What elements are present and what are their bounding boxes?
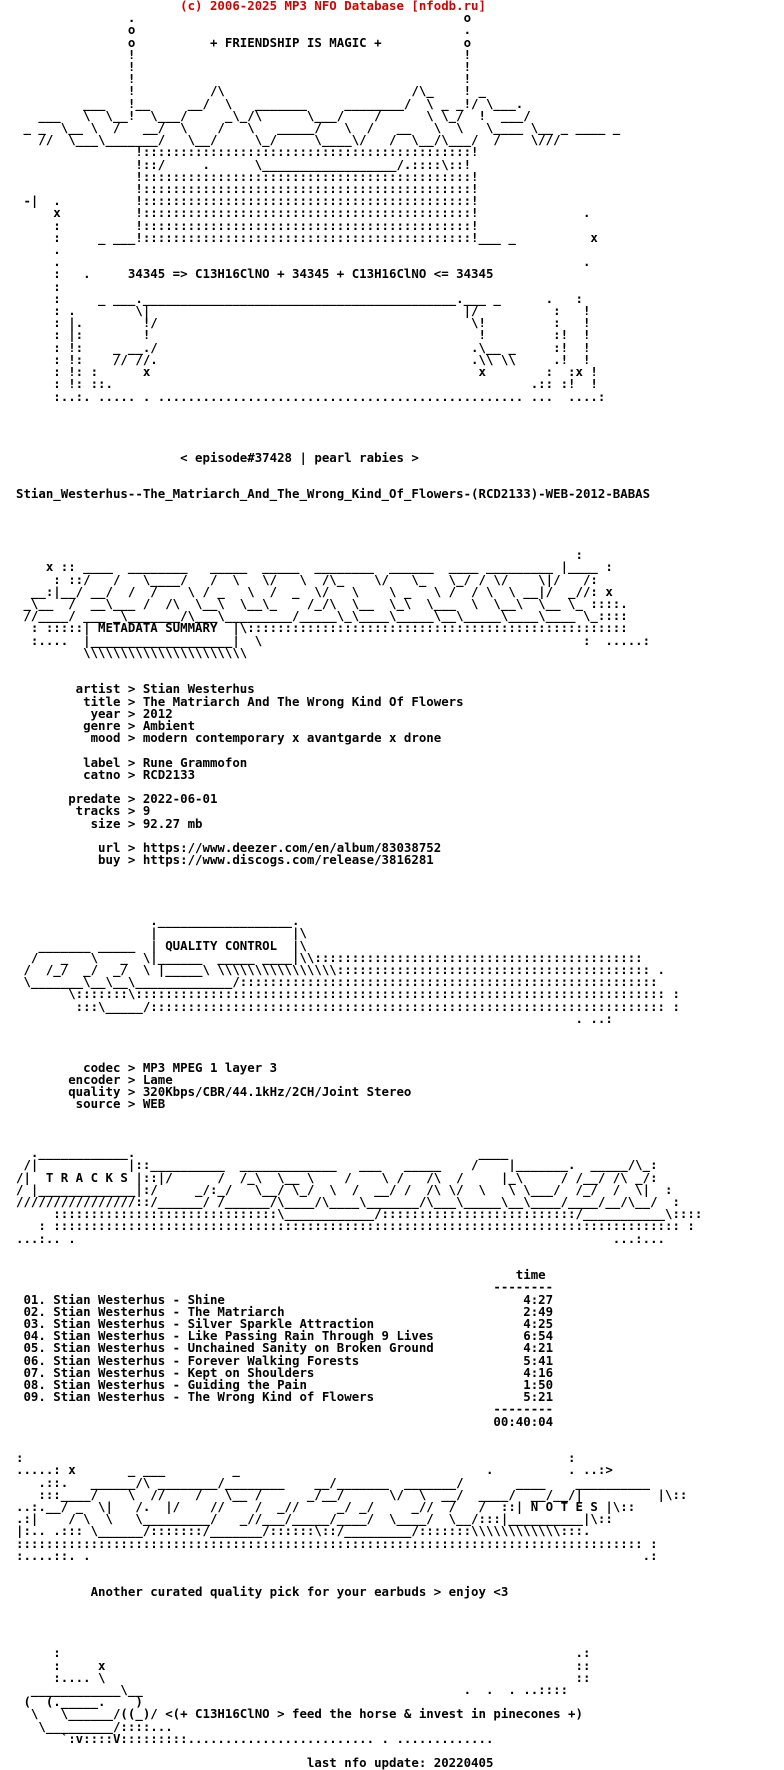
nfo-line: //____/ ___ _\_______/\___\_________/_____\_\____\_____\__\_____\____\____ \_::::	[16, 608, 628, 624]
nfo-line: !::::::::::::::::::::::::::::::::::::::::::::!	[16, 144, 479, 160]
nfo-line: : !: : x x : :x !	[16, 364, 598, 380]
nfo-line: !::/ . \__________________/.::::\::!	[16, 156, 472, 172]
nfo-line: / /_/ _/ _/ \ |_____\ \\\\\\\\\\\\\\\\:::::::::::::::::::::::::::::::::::::::::: .	[16, 962, 666, 978]
nfo-line: time	[16, 1267, 546, 1283]
nfo-line: buy > https://www.discogs.com/release/3816281	[16, 852, 434, 868]
nfo-line: : !: ::. .:: :! !	[16, 376, 598, 392]
nfo-line: o .	[16, 22, 472, 38]
nfo-line: :.... |___________________| \ : .....:	[16, 632, 651, 648]
nfo-line: Another curated quality pick for your earbuds > enjoy <3	[16, 1584, 509, 1600]
nfo-line: :::::::::::::::::::::::::::::::::::::::::::::::::::::::::::::::::::::::::::::::::::: :	[16, 1535, 658, 1551]
nfo-line: quality > 320Kbps/CBR/44.1kHz/2CH/Joint Stereo	[16, 1084, 412, 1100]
nfo-line: : :::::| METADATA SUMMARY |\:::::::::::::::::::::::::::::::::::::::::::::::::::	[16, 620, 628, 636]
nfo-line: 04. Stian Westerhus - Like Passing Rain Through 9 Lives 6:54	[16, 1328, 554, 1344]
nfo-line: :::____/ \ // / \__ / _/__/ \/ \ __/ ____/ __/__/| |\::	[16, 1486, 688, 1502]
nfo-line: year > 2012	[16, 705, 173, 721]
nfo-line: ! /\ /\_ ! _	[16, 83, 486, 99]
nfo-line: | |\	[16, 925, 307, 941]
nfo-line: catno > RCD2133	[16, 766, 196, 782]
nfo-line: : .:	[16, 1645, 591, 1661]
nfo-line: : . 34345 => C13H16ClNO + 34345 + C13H16ClNO <= 34345	[16, 266, 494, 282]
nfo-line: : !::::::::::::::::::::::::::::::::::::::::::::!	[16, 217, 479, 233]
nfo-line: \:::::::\::::::::::::::::::::::::::::::::::::::::::::::::::::::::::::::::::::::: :	[16, 986, 680, 1002]
nfo-line: --------	[16, 1279, 554, 1295]
nfo-line: \ \______/((_)/ <(+ C13H16ClNO > feed the horse & invest in pinecones +)	[16, 1706, 583, 1722]
nfo-line: : _ ___!::::::::::::::::::::::::::::::::::::::::::::!___ _ x	[16, 229, 598, 245]
nfo-line: x !::::::::::::::::::::::::::::::::::::::::::::! .	[16, 205, 591, 221]
nfo-line: _______ _____ | QUALITY CONTROL |\	[16, 937, 307, 953]
nfo-line: 03. Stian Westerhus - Silver Sparkle Attraction 4:25	[16, 1315, 554, 1331]
nfo-line: o + FRIENDSHIP IS MAGIC + o	[16, 34, 472, 50]
nfo-line: 08. Stian Westerhus - Guiding the Pain 1:50	[16, 1376, 554, 1392]
nfo-line: : !: _ __./ .\__ _ :! !	[16, 339, 591, 355]
nfo-line: 09. Stian Westerhus - The Wrong Kind of Flowers 5:21	[16, 1389, 554, 1405]
nfo-line: ::::::::::::::::::::::::::::::\____________/::::::::::::::::::::::::::/___________\::::	[16, 1206, 703, 1222]
nfo-line: :.... \ ::	[16, 1669, 591, 1685]
nfo-line: ( (._____. )	[16, 1694, 143, 1710]
nfo-line: : :::::::::::::::::::::::::::::::::::::::::::::::::::::::::::::::::::::::::::::::::::: :	[16, 1218, 695, 1234]
nfo-line: : |. !/ \! : !	[16, 315, 591, 331]
nfo-line: :....::. . .:	[16, 1547, 658, 1563]
nfo-line: : ::/ / \____/ / \ \/ \ /\_ \/ \_ \_/ / \/ \|/ /:	[16, 571, 598, 587]
nfo-line: :	[16, 547, 583, 563]
nfo-line: ...:.. . ...:...	[16, 1230, 666, 1246]
nfo-line: 05. Stian Westerhus - Unchained Sanity on Broken Ground 4:21	[16, 1340, 554, 1356]
nfo-line: size > 92.27 mb	[16, 815, 203, 831]
nfo-line: _ _ \__ \ / __/ \ / \ _____/ \ / __ \ \ \____ \__ _ ____ _	[16, 120, 621, 136]
nfo-line: 00:40:04	[16, 1413, 554, 1429]
nfo-line: -| . !::::::::::::::::::::::::::::::::::::::::::::!	[16, 193, 479, 209]
nfo-line: : !: // //. .\\ \\ .! !	[16, 351, 591, 367]
nfo-line: :	[16, 278, 61, 294]
nfo-line: .	[16, 242, 61, 258]
nfo-line: \_______\__\__\_____________/::::::::::::::::::::::::::::::::::::::::::::::::::::::::	[16, 974, 658, 990]
nfo-line: __:|__/ __/ / / \ / _ \ / _ \/ \ \ _ \ / / \ \ __|/ _//: x	[16, 583, 613, 599]
nfo-line: mood > modern contemporary x avantgarde x drone	[16, 730, 442, 746]
nfo-line: !::::::::::::::::::::::::::::::::::::::::::::!	[16, 168, 479, 184]
nfo-header-line: (c) 2006-2025 MP3 NFO Database [nfodb.ru]	[16, 0, 486, 13]
nfo-line: x :: ____ ________ _____ _____ ________ ______ ____ _________ |____ :	[16, 559, 613, 575]
nfo-line: . o	[16, 10, 472, 26]
nfo-line: last nfo update: 20220405	[16, 1755, 494, 1770]
nfo-line: \_________/::::...	[16, 1718, 173, 1734]
nfo-line: title > The Matriarch And The Wrong Kind Of Flowers	[16, 693, 464, 709]
nfo-line: codec > MP3 MPEG 1 layer 3	[16, 1059, 278, 1075]
nfo-line: Stian_Westerhus--The_Matriarch_And_The_Wrong_Kind_Of_Flowers-(RCD2133)-WEB-2012-BABAS	[16, 486, 651, 502]
nfo-line: ____________\__ . . . ..::::	[16, 1682, 569, 1698]
nfo-line: source > WEB	[16, 1096, 166, 1112]
nfo-line: ___ !__ __/ \ _______ ________/ \ _ _!/ \___.	[16, 95, 524, 111]
nfo-line: / |_____________|:/ _/:_/ \__/ \_/ \ / __/ / /\ \/ \ \ \___/ /_/ / \| :	[16, 1181, 673, 1197]
nfo-line: : :	[16, 1450, 576, 1466]
nfo-line: \\\\\\\\\\\\\\\\\\\\\\	[16, 644, 248, 660]
nfo-line: !::::::::::::::::::::::::::::::::::::::::::::!	[16, 181, 479, 197]
nfo-line: /| |::__________ _____________ ___ _____ / |_______. _____/\_:	[16, 1157, 658, 1173]
nfo-line: < episode#37428 | pearl rabies >	[16, 449, 419, 465]
nfo-line: /| T R A C K S |::|/ / /_\ \__ \ / \ / /\ / |_\ / /__/ /\ _/:	[16, 1169, 658, 1185]
nfo-line: 01. Stian Westerhus - Shine 4:27	[16, 1291, 554, 1307]
nfo-line: --------	[16, 1401, 554, 1417]
nfo-line: encoder > Lame	[16, 1071, 173, 1087]
nfo-line: . ..:	[16, 1010, 613, 1026]
nfo-line: :..:. ..... . ................................................. ... ....:	[16, 388, 606, 404]
nfo-line: url > https://www.deezer.com/en/album/83038752	[16, 840, 442, 856]
nfo-line: ___ \ \__! \___/ _\_/\ \___/ / \ \_/ ! ___/	[16, 107, 531, 123]
nfo-line: artist > Stian Westerhus	[16, 681, 255, 697]
nfo-line: .....: x _ ___ _ . . ..:>	[16, 1462, 613, 1478]
nfo-line: tracks > 9	[16, 803, 151, 819]
nfo-line: ////////////////::/______/ /______/\____/\____\_______/\___\_____\__\____/____/__/\__/ :	[16, 1193, 680, 1209]
nfo-line: .____________. ____	[16, 1145, 509, 1161]
nfo-line: genre > Ambient	[16, 717, 196, 733]
nfo-line: 02. Stian Westerhus - The Matriarch 2:49	[16, 1303, 554, 1319]
nfo-line: |:.. .::: \______/:::::::/_______/::::::\::/_________/:::::::\\\\\\\\\\\\:::.	[16, 1523, 591, 1539]
nfo-line: 06. Stian Westerhus - Forever Walking Forests 5:41	[16, 1352, 554, 1368]
nfo-line: ! !	[16, 71, 472, 87]
nfo-line: ! !	[16, 46, 472, 62]
nfo-line: _\__ / __\___ / /\ \__\ \__\_ /_/\ \__ \_\ \___ \ \__\ \__ \_ ::::.	[16, 595, 628, 611]
nfo-line: .__________________.	[16, 913, 300, 929]
nfo-line: : |: ! ! :! !	[16, 327, 591, 343]
nfo-text-block	[16, 0, 702, 1769]
nfo-line: : _ ___.__________________________________________.___ _ . :	[16, 290, 583, 306]
nfo-line: ..:.__/ _ \| /. |/ // / _// _/ _/ _// / / ::| N O T E S |\::	[16, 1498, 636, 1514]
nfo-line: 07. Stian Westerhus - Kept on Shoulders 4:16	[16, 1364, 554, 1380]
nfo-line: // \___\_______/ \__/ \_/ \____\/ / \__/\___/ / \///	[16, 132, 561, 148]
nfo-line: . .	[16, 254, 591, 270]
nfo-line: .::. ______/\ ________/________ __/_______ _______/ ____ __________	[16, 1474, 651, 1490]
nfo-line: : x ::	[16, 1657, 591, 1673]
nfo-line: / _ \ _ \|______ _____ ____|\\::::::::::::::::::::::::::::::::::::::::::::	[16, 949, 643, 965]
nfo-line: predate > 2022-06-01	[16, 791, 218, 807]
nfo-line: : . \| |/ : !	[16, 303, 591, 319]
nfo-line: label > Rune Grammofon	[16, 754, 248, 770]
nfo-line: ! !	[16, 59, 472, 75]
nfo-line: .:| / \ \ \_________/ _//___/_____/____/ \____/ \__/:::|__________|\::	[16, 1511, 613, 1527]
nfo-line: `:v::::V:::::::::......................... . .............	[16, 1730, 494, 1746]
nfo-line: :::\_____/::::::::::::::::::::::::::::::::::::::::::::::::::::::::::::::::::::: :	[16, 998, 680, 1014]
